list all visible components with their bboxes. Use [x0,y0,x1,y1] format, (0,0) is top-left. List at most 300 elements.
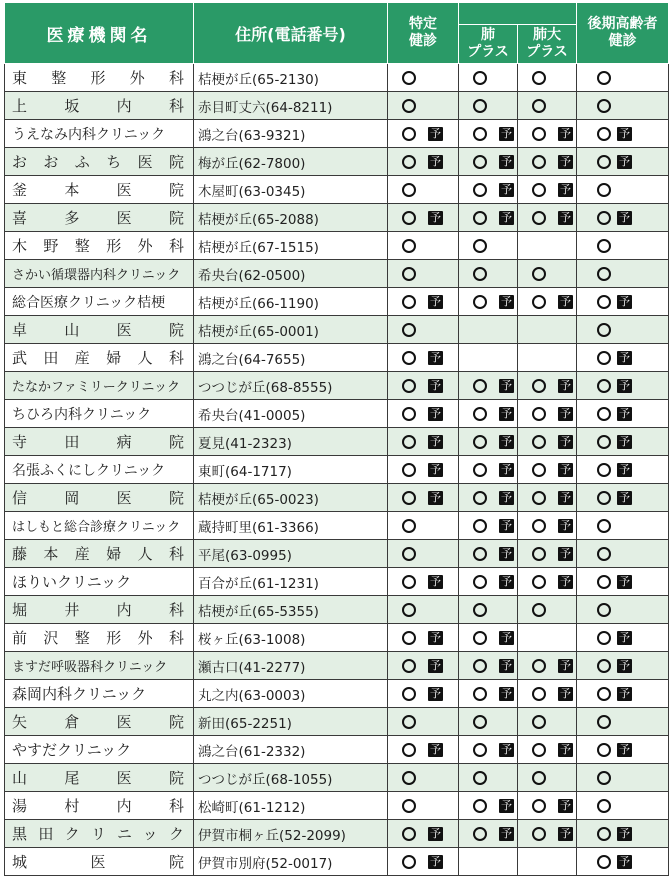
cell-hai [459,596,518,624]
available-circle-icon [402,771,416,785]
available-circle-icon [532,183,546,197]
available-circle-icon [597,267,611,281]
available-circle-icon [473,603,487,617]
cell-hai [459,736,518,764]
available-circle-icon [597,323,611,337]
header-tokutei-label: 特定 健診 [409,16,437,49]
reservation-required-icon: 予 [501,630,512,644]
cell-hai [459,848,518,876]
cell-hai [459,92,518,120]
table-row [5,624,669,652]
available-circle-icon [532,799,546,813]
clinic-address: 平尾(63-0995) [194,540,388,568]
header-haidai [518,25,577,64]
reservation-required-icon: 予 [430,742,441,756]
available-circle-icon [473,295,487,309]
reservation-required-icon: 予 [430,126,441,140]
reservation-required-icon: 予 [430,434,441,448]
cell-haidai [518,680,577,708]
reservation-required-icon: 予 [619,490,630,504]
available-circle-icon [402,743,416,757]
reservation-required-icon: 予 [619,854,630,868]
reservation-required-icon: 予 [501,546,512,560]
available-circle-icon [473,239,487,253]
header-hai [459,25,518,64]
reservation-required-icon: 予 [560,686,571,700]
table-row [5,400,669,428]
cell-haidai [518,764,577,792]
reservation-required-icon: 予 [560,574,571,588]
available-circle-icon [402,99,416,113]
cell-kouki [577,260,669,288]
cell-hai [459,372,518,400]
cell-tokutei [388,316,459,344]
reservation-required-icon: 予 [619,742,630,756]
cell-kouki [577,680,669,708]
cell-hai [459,652,518,680]
available-circle-icon [473,491,487,505]
clinic-name: ちひろ内科クリニック [5,400,194,428]
available-circle-icon [532,659,546,673]
cell-hai [459,288,518,316]
cell-haidai [518,792,577,820]
reservation-required-icon: 予 [430,658,441,672]
available-circle-icon [597,379,611,393]
cell-tokutei [388,736,459,764]
table-row [5,260,669,288]
cell-hai [459,120,518,148]
reservation-required-icon: 予 [560,126,571,140]
cell-tokutei [388,484,459,512]
header-address: 住所(電話番号) [194,3,388,64]
available-circle-icon [402,827,416,841]
cell-haidai [518,288,577,316]
available-circle-icon [532,435,546,449]
header-plus-group [459,3,577,25]
available-circle-icon [532,715,546,729]
clinic-name: 卓山医院 [5,316,194,344]
cell-haidai [518,484,577,512]
clinic-name: 木野整形外科 [5,232,194,260]
table-row [5,848,669,876]
clinic-address: 百合が丘(61-1231) [194,568,388,596]
clinic-name: ほりいクリニック [5,568,194,596]
cell-tokutei [388,288,459,316]
clinic-name: 釜本医院 [5,176,194,204]
available-circle-icon [532,295,546,309]
clinic-address: 桔梗が丘(65-5355) [194,596,388,624]
cell-kouki [577,316,669,344]
table-row [5,652,669,680]
reservation-required-icon: 予 [501,686,512,700]
cell-haidai [518,204,577,232]
cell-kouki [577,232,669,260]
cell-kouki [577,456,669,484]
available-circle-icon [597,127,611,141]
clinic-address: つつじが丘(68-8555) [194,372,388,400]
clinic-name: 上坂内科 [5,92,194,120]
cell-tokutei [388,428,459,456]
cell-haidai [518,512,577,540]
reservation-required-icon: 予 [619,658,630,672]
reservation-required-icon: 予 [560,154,571,168]
table-row [5,344,669,372]
cell-haidai [518,568,577,596]
reservation-required-icon: 予 [560,546,571,560]
reservation-required-icon: 予 [619,406,630,420]
reservation-required-icon: 予 [619,574,630,588]
available-circle-icon [402,547,416,561]
cell-kouki [577,792,669,820]
available-circle-icon [402,379,416,393]
clinic-address: 桔梗が丘(65-2130) [194,64,388,92]
reservation-required-icon: 予 [430,686,441,700]
available-circle-icon [473,211,487,225]
cell-kouki [577,820,669,848]
reservation-required-icon: 予 [619,378,630,392]
cell-kouki [577,400,669,428]
cell-haidai [518,708,577,736]
available-circle-icon [597,155,611,169]
table-row [5,176,669,204]
cell-tokutei [388,708,459,736]
available-circle-icon [473,771,487,785]
cell-kouki [577,848,669,876]
clinic-name: うえなみ内科クリニック [5,120,194,148]
header-name: 医療機関名 [5,3,194,64]
reservation-required-icon: 予 [619,630,630,644]
cell-kouki [577,148,669,176]
reservation-required-icon: 予 [501,462,512,476]
reservation-required-icon: 予 [430,490,441,504]
cell-hai [459,260,518,288]
clinic-address: つつじが丘(68-1055) [194,764,388,792]
available-circle-icon [473,379,487,393]
available-circle-icon [597,687,611,701]
cell-haidai [518,344,577,372]
clinic-name: 城医院 [5,848,194,876]
available-circle-icon [402,687,416,701]
cell-kouki [577,64,669,92]
cell-tokutei [388,232,459,260]
available-circle-icon [597,519,611,533]
cell-tokutei [388,64,459,92]
available-circle-icon [532,155,546,169]
reservation-required-icon: 予 [619,350,630,364]
available-circle-icon [597,771,611,785]
available-circle-icon [532,687,546,701]
reservation-required-icon: 予 [560,462,571,476]
cell-haidai [518,176,577,204]
cell-hai [459,176,518,204]
available-circle-icon [473,99,487,113]
reservation-required-icon: 予 [501,658,512,672]
clinic-name: 寺田病院 [5,428,194,456]
reservation-required-icon: 予 [560,490,571,504]
cell-hai [459,316,518,344]
reservation-required-icon: 予 [619,686,630,700]
clinic-name: 信岡医院 [5,484,194,512]
cell-tokutei [388,848,459,876]
reservation-required-icon: 予 [501,574,512,588]
available-circle-icon [597,715,611,729]
reservation-required-icon: 予 [619,154,630,168]
available-circle-icon [473,715,487,729]
available-circle-icon [532,603,546,617]
cell-hai [459,792,518,820]
available-circle-icon [402,183,416,197]
cell-tokutei [388,400,459,428]
clinic-address: 桜ヶ丘(63-1008) [194,624,388,652]
cell-tokutei [388,260,459,288]
available-circle-icon [532,491,546,505]
table-row [5,736,669,764]
table-row [5,568,669,596]
table-row [5,456,669,484]
table-row [5,232,669,260]
cell-tokutei [388,344,459,372]
available-circle-icon [532,575,546,589]
available-circle-icon [597,71,611,85]
available-circle-icon [402,631,416,645]
available-circle-icon [597,435,611,449]
available-circle-icon [402,491,416,505]
cell-hai [459,512,518,540]
clinic-name: 森岡内科クリニック [5,680,194,708]
header-tokutei [388,3,459,64]
header-kouki-label: 後期高齢者 健診 [587,16,658,49]
available-circle-icon [597,575,611,589]
reservation-required-icon: 予 [619,294,630,308]
reservation-required-icon: 予 [501,518,512,532]
cell-haidai [518,456,577,484]
reservation-required-icon: 予 [560,742,571,756]
available-circle-icon [532,407,546,421]
cell-hai [459,568,518,596]
cell-kouki [577,652,669,680]
available-circle-icon [473,827,487,841]
clinic-address: 伊賀市桐ヶ丘(52-2099) [194,820,388,848]
cell-hai [459,344,518,372]
clinic-address: 木屋町(63-0345) [194,176,388,204]
reservation-required-icon: 予 [560,798,571,812]
clinic-name: 堀井内科 [5,596,194,624]
reservation-required-icon: 予 [619,434,630,448]
available-circle-icon [597,743,611,757]
reservation-required-icon: 予 [501,294,512,308]
cell-haidai [518,372,577,400]
available-circle-icon [597,463,611,477]
clinic-name: おおふち医院 [5,148,194,176]
clinic-address: 希央台(41-0005) [194,400,388,428]
reservation-required-icon: 予 [560,182,571,196]
clinic-name: さかい循環器内科クリニック [5,260,194,288]
header-hai-label: 肺 プラス [467,27,509,60]
cell-kouki [577,540,669,568]
cell-kouki [577,568,669,596]
available-circle-icon [473,659,487,673]
cell-hai [459,764,518,792]
available-circle-icon [402,71,416,85]
available-circle-icon [597,351,611,365]
available-circle-icon [473,155,487,169]
available-circle-icon [402,715,416,729]
available-circle-icon [402,463,416,477]
clinic-address: 東町(64-1717) [194,456,388,484]
clinic-address: 桔梗が丘(65-0023) [194,484,388,512]
available-circle-icon [597,827,611,841]
cell-tokutei [388,176,459,204]
cell-tokutei [388,120,459,148]
clinic-address: 桔梗が丘(65-2088) [194,204,388,232]
available-circle-icon [402,575,416,589]
cell-hai [459,400,518,428]
table-row [5,204,669,232]
cell-tokutei [388,92,459,120]
cell-hai [459,680,518,708]
available-circle-icon [597,99,611,113]
available-circle-icon [473,575,487,589]
cell-tokutei [388,820,459,848]
cell-tokutei [388,764,459,792]
reservation-required-icon: 予 [501,434,512,448]
available-circle-icon [532,379,546,393]
clinic-address: 松崎町(61-1212) [194,792,388,820]
available-circle-icon [597,407,611,421]
reservation-required-icon: 予 [501,490,512,504]
cell-kouki [577,708,669,736]
clinic-address: 新田(65-2251) [194,708,388,736]
table-row [5,148,669,176]
table-row [5,316,669,344]
clinic-address: 瀬古口(41-2277) [194,652,388,680]
cell-haidai [518,232,577,260]
available-circle-icon [402,267,416,281]
reservation-required-icon: 予 [560,406,571,420]
clinic-address: 夏見(41-2323) [194,428,388,456]
header-haidai-label: 肺大 プラス [526,27,568,60]
table-row [5,92,669,120]
cell-haidai [518,260,577,288]
clinic-name: 総合医療クリニック桔梗 [5,288,194,316]
clinic-name: 東整形外科 [5,64,194,92]
available-circle-icon [402,323,416,337]
reservation-required-icon: 予 [501,406,512,420]
available-circle-icon [473,799,487,813]
available-circle-icon [402,855,416,869]
cell-haidai [518,848,577,876]
clinic-address: 鴻之台(61-2332) [194,736,388,764]
available-circle-icon [402,127,416,141]
table-row [5,512,669,540]
available-circle-icon [597,799,611,813]
available-circle-icon [402,519,416,533]
reservation-required-icon: 予 [560,294,571,308]
reservation-required-icon: 予 [430,462,441,476]
available-circle-icon [597,491,611,505]
cell-kouki [577,288,669,316]
cell-kouki [577,484,669,512]
reservation-required-icon: 予 [430,294,441,308]
reservation-required-icon: 予 [430,406,441,420]
reservation-required-icon: 予 [430,630,441,644]
clinic-address: 桔梗が丘(66-1190) [194,288,388,316]
cell-tokutei [388,568,459,596]
clinic-table [4,2,669,876]
available-circle-icon [532,547,546,561]
reservation-required-icon: 予 [560,210,571,224]
table-row [5,820,669,848]
table-row [5,288,669,316]
table-row [5,64,669,92]
reservation-required-icon: 予 [619,210,630,224]
table-row [5,792,669,820]
clinic-name: 矢倉医院 [5,708,194,736]
table-row [5,596,669,624]
available-circle-icon [532,127,546,141]
reservation-required-icon: 予 [501,182,512,196]
table-row [5,372,669,400]
cell-tokutei [388,624,459,652]
cell-hai [459,148,518,176]
reservation-required-icon: 予 [430,854,441,868]
clinic-name: 名張ふくにしクリニック [5,456,194,484]
available-circle-icon [597,295,611,309]
cell-hai [459,820,518,848]
cell-hai [459,204,518,232]
available-circle-icon [597,183,611,197]
reservation-required-icon: 予 [430,210,441,224]
clinic-name: やすだクリニック [5,736,194,764]
available-circle-icon [597,239,611,253]
cell-haidai [518,736,577,764]
available-circle-icon [473,463,487,477]
available-circle-icon [597,603,611,617]
clinic-name: たなかファミリークリニック [5,372,194,400]
clinic-table-container [4,2,668,890]
available-circle-icon [473,519,487,533]
reservation-required-icon: 予 [619,462,630,476]
cell-tokutei [388,204,459,232]
header-kouki [577,3,669,64]
available-circle-icon [473,743,487,757]
available-circle-icon [597,631,611,645]
cell-haidai [518,428,577,456]
cell-hai [459,540,518,568]
available-circle-icon [597,211,611,225]
cell-haidai [518,316,577,344]
available-circle-icon [402,211,416,225]
available-circle-icon [532,743,546,757]
reservation-required-icon: 予 [501,742,512,756]
clinic-rows [5,64,669,876]
clinic-address: 鴻之台(63-9321) [194,120,388,148]
available-circle-icon [597,659,611,673]
reservation-required-icon: 予 [619,826,630,840]
available-circle-icon [402,659,416,673]
available-circle-icon [402,239,416,253]
available-circle-icon [473,547,487,561]
cell-haidai [518,624,577,652]
available-circle-icon [402,351,416,365]
available-circle-icon [402,155,416,169]
available-circle-icon [402,407,416,421]
available-circle-icon [473,435,487,449]
reservation-required-icon: 予 [430,154,441,168]
clinic-address: 桔梗が丘(67-1515) [194,232,388,260]
reservation-required-icon: 予 [430,826,441,840]
cell-kouki [577,92,669,120]
